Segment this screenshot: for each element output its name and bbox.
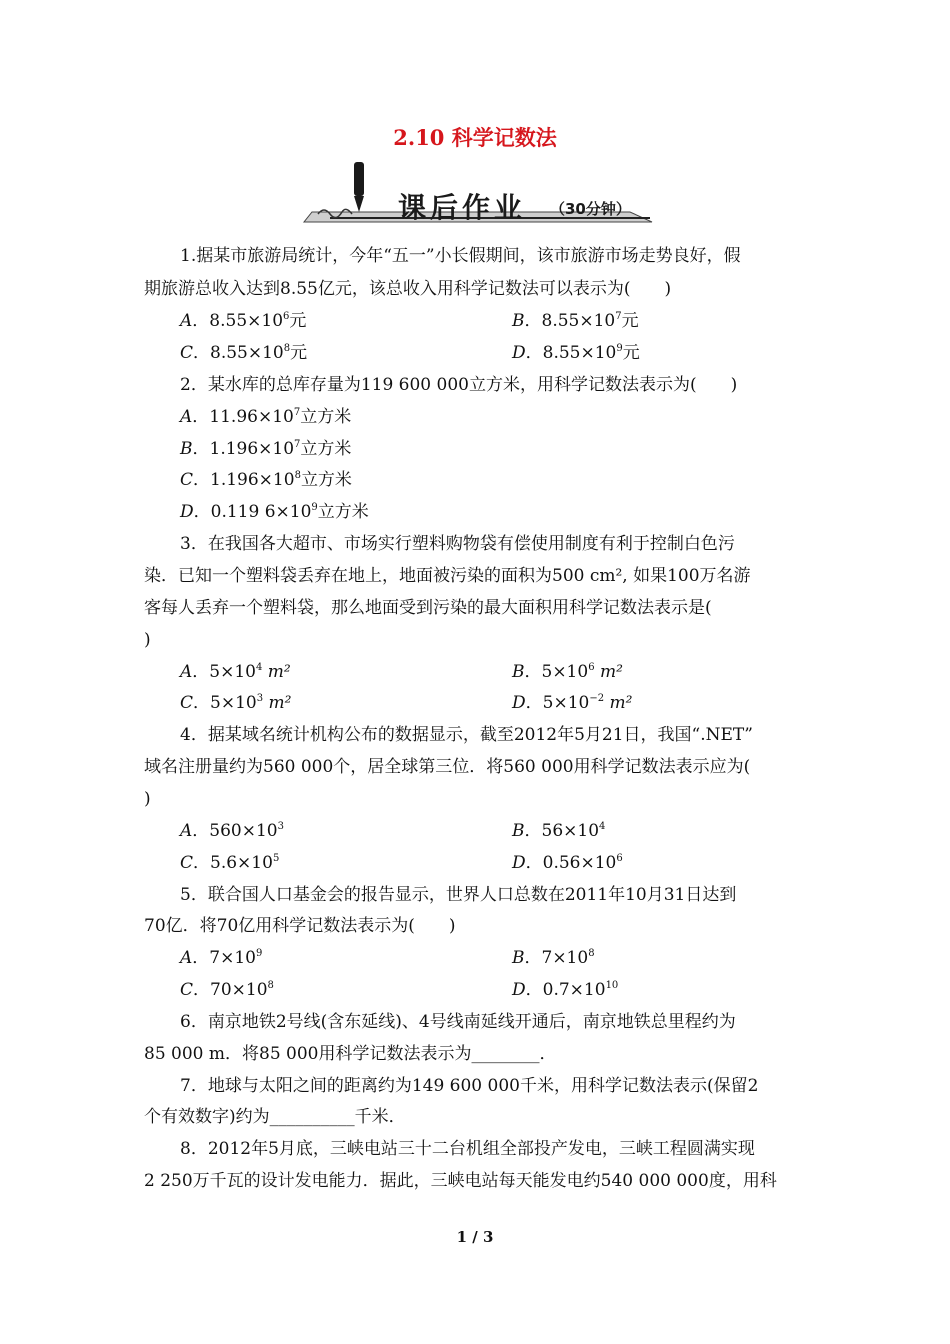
question-5-line-1: 5．联合国人口基金会的报告显示，世界人口总数在2011年10月31日达到 <box>180 885 737 905</box>
option-2a: A．$11.96\times 10^7$立方米 <box>180 407 352 427</box>
option-3b: B．$5\times 10^6$ m² <box>512 662 623 682</box>
homework-banner <box>300 160 660 230</box>
option-1b: B．$8.55\times 10^7$元 <box>512 311 639 331</box>
question-4-line-2: 域名注册量约为560 000个，居全球第三位．将560 000用科学记数法表示应为( <box>144 757 751 777</box>
question-3-line-2: 染．已知一个塑料袋丢弃在地上，地面被污染的面积为500 cm², 如果100万名游 <box>144 566 751 586</box>
question-7-line-2: 个有效数字)约为__________千米． <box>144 1107 406 1127</box>
question-3-line-4: ) <box>144 630 151 650</box>
option-1d: D．$8.55\times 10^9$元 <box>512 343 640 363</box>
question-4-line-1: 4．据某域名统计机构公布的数据显示，截至2012年5月21日，我国“.NET” <box>180 725 753 745</box>
option-3a: A．$5\times 10^4$ m² <box>180 662 291 682</box>
option-2c: C．$1.196\times 10^8$立方米 <box>180 470 352 490</box>
option-4d: D．$0.56\times 10^6$ <box>512 853 623 873</box>
page-title: 2.10 科学记数法 <box>393 125 557 150</box>
question-1-line-2: 期旅游总收入达到8.55亿元，该总收入用科学记数法可以表示为( ) <box>144 279 672 299</box>
option-3c: C．$5\times 10^3$ m² <box>180 693 292 713</box>
question-3-line-1: 3．在我国各大超市、市场实行塑料购物袋有偿使用制度有利于控制白色污 <box>180 534 735 554</box>
option-1c: C．$8.55\times 10^8$元 <box>180 343 308 363</box>
option-2b: B．$1.196\times 10^7$立方米 <box>180 439 352 459</box>
question-2-line-1: 2．某水库的总库存量为119 600 000立方米，用科学记数法表示为( ) <box>180 375 738 395</box>
option-4a: A．$560\times 10^3$ <box>180 821 284 841</box>
question-1-line-1: 1.据某市旅游局统计，今年“五一”小长假期间，该市旅游市场走势良好，假 <box>180 246 741 266</box>
banner-duration: （30分钟） <box>550 200 631 218</box>
option-3d: D．$5\times 10^{-2}$ m² <box>512 693 633 713</box>
question-8-line-1: 8．2012年5月底，三峡电站三十二台机组全部投产发电，三峡工程圆满实现 <box>180 1139 755 1159</box>
option-1a: A．$8.55\times 10^6$元 <box>180 311 307 331</box>
question-3-line-3: 客每人丢弃一个塑料袋，那么地面受到污染的最大面积用科学记数法表示是( <box>144 598 712 618</box>
option-4b: B．$56\times 10^4$ <box>512 821 606 841</box>
option-5d: D．$0.7\times 10^{10}$ <box>512 980 619 1000</box>
banner-label: 课后作业 <box>398 191 527 224</box>
question-5-line-2: 70亿．将70亿用科学记数法表示为( ) <box>144 916 456 936</box>
option-5a: A．$7\times 10^9$ <box>180 948 263 968</box>
option-5c: C．$70\times 10^8$ <box>180 980 274 1000</box>
question-8-line-2: 2 250万千瓦的设计发电能力．据此，三峡电站每天能发电约540 000 000度，用科 <box>144 1171 777 1191</box>
question-7-line-1: 7．地球与太阳之间的距离约为149 600 000千米，用科学记数法表示(保留2 <box>180 1076 759 1096</box>
page-number: 1 / 3 <box>456 1228 494 1246</box>
question-4-line-3: ) <box>144 789 151 809</box>
option-2d: D．0.119 $6\times 10^9$立方米 <box>180 502 369 522</box>
question-6-line-2: 85 000 m．将85 000用科学记数法表示为________． <box>144 1044 557 1064</box>
option-4c: C．$5.6\times 10^5$ <box>180 853 280 873</box>
option-5b: B．$7\times 10^8$ <box>512 948 595 968</box>
question-6-line-1: 6．南京地铁2号线(含东延线)、4号线南延线开通后，南京地铁总里程约为 <box>180 1012 736 1032</box>
